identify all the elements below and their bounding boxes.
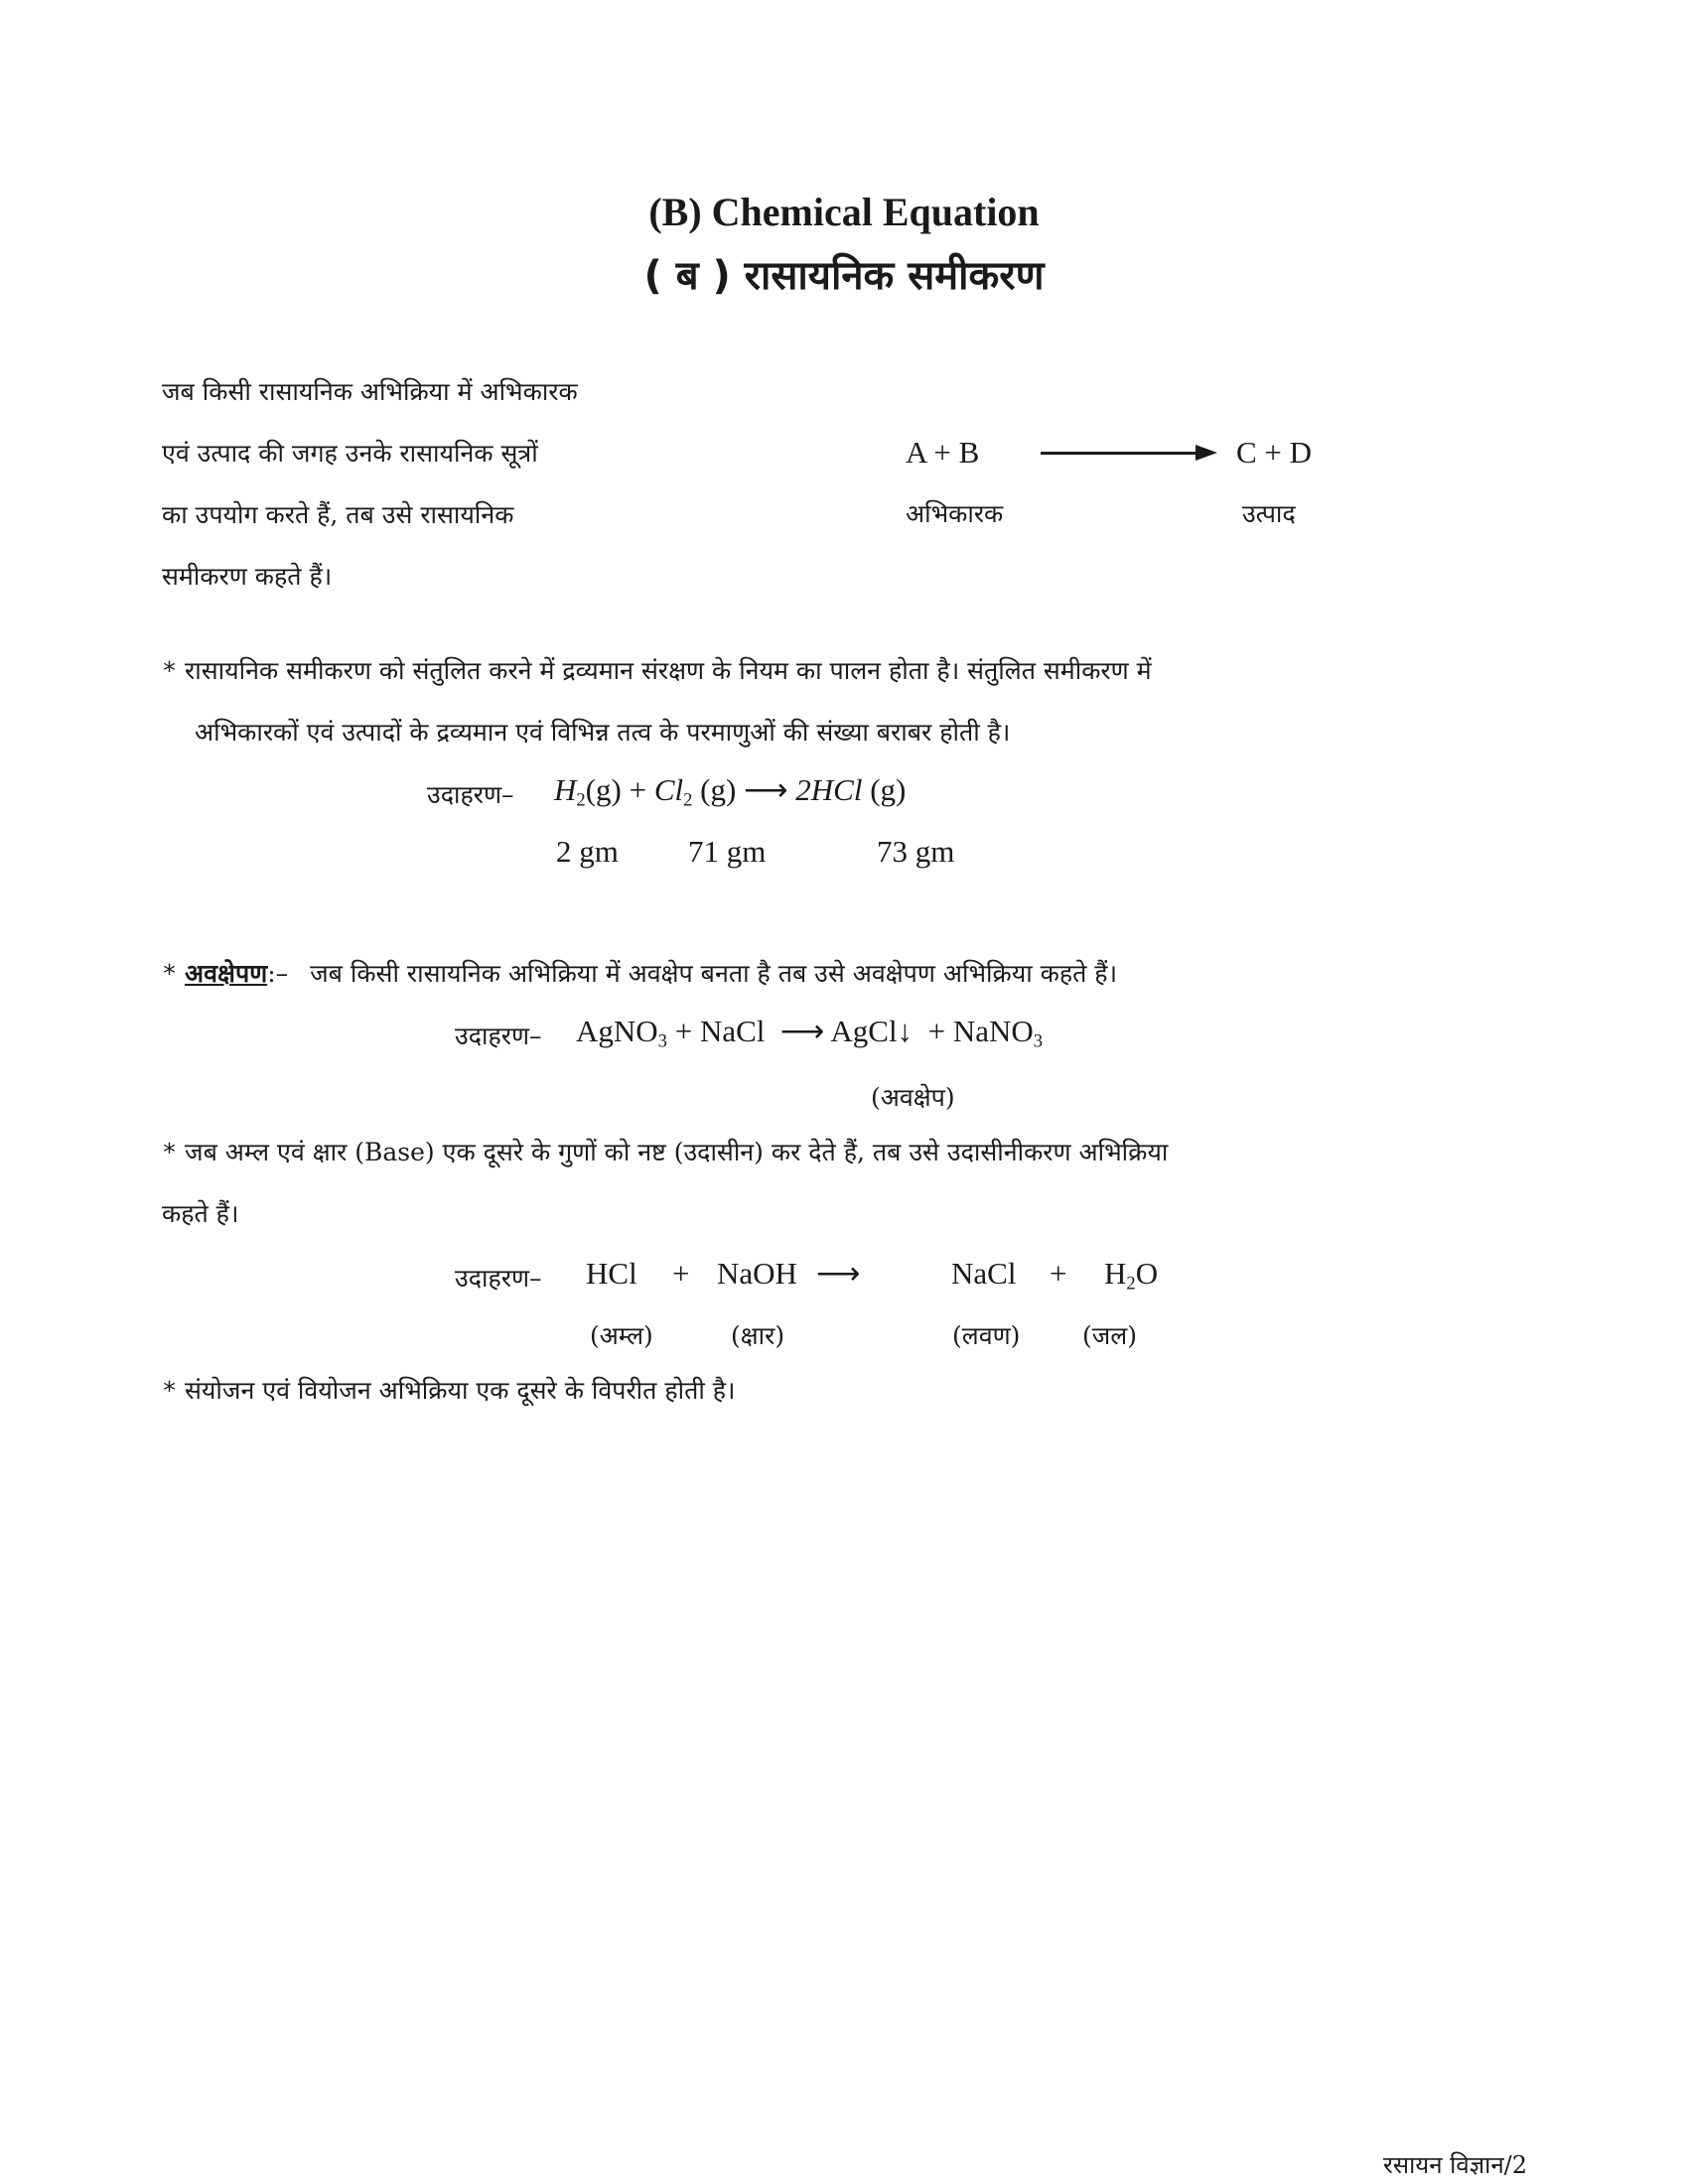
general-reactants: A + B: [906, 435, 980, 470]
definition-line: समीकरण कहते हैं।: [162, 562, 333, 591]
reactants-label: अभिकारक: [906, 499, 1004, 528]
plus-sign: +: [1050, 1256, 1067, 1291]
water-formula: $H_2O$: [1104, 1256, 1159, 1295]
mass-h2: 2 gm: [556, 834, 619, 869]
combination-note: * संयोजन एवं वियोजन अभिक्रिया एक दूसरे के विपरीत होती है।: [162, 1376, 736, 1405]
label-water: (जल): [1082, 1321, 1138, 1350]
definition-line: का उपयोग करते हैं, तब उसे रासायनिक: [162, 500, 514, 529]
bullet-asterisk: *: [162, 959, 178, 988]
precipitation-equation: AgNO$_3$ + NaCl ⟶ AgCl↓ + NaNO$_3$: [576, 1014, 1044, 1052]
balance-note-line-1: * रासायनिक समीकरण को संतुलित करने में द्रव्यमान संरक्षण के नियम का पालन होता है। संतुलित समीकरण में: [162, 656, 1152, 685]
bullet-asterisk: *: [162, 1138, 178, 1166]
reaction-arrow-line: [1041, 452, 1199, 455]
precipitation-definition: * अवक्षेपण:– जब किसी रासायनिक अभिक्रिया में अवक्षेप बनता है तब उसे अवक्षेपण अभिक्रिया कहते हैं।: [162, 959, 1118, 988]
example1-equation: $H_2(g) + Cl_2$ (g) ⟶ 2HCl (g): [554, 772, 907, 811]
page-footer: रसायन विज्ञान/2: [1383, 2151, 1527, 2179]
neutralization-line-2: कहते हैं।: [162, 1199, 239, 1228]
example-label: उदाहरण–: [455, 1264, 542, 1293]
definition-line: एवं उत्पाद की जगह उनके रासायनिक सूत्रों: [162, 439, 538, 468]
general-products: C + D: [1236, 435, 1313, 470]
naoh: NaOH: [717, 1256, 797, 1291]
products-label: उत्पाद: [1242, 499, 1296, 528]
mass-hcl: 73 gm: [877, 834, 955, 869]
arrow-icon: ⟶: [779, 1014, 825, 1048]
balance-note-line-2: अभिकारकों एवं उत्पादों के द्रव्यमान एवं विभिन्न तत्व के परमाणुओं की संख्या बराबर होती है।: [195, 718, 1011, 747]
neutralization-line-1: * जब अम्ल एवं क्षार (Base) एक दूसरे के गुणों को नष्ट (उदासीन) कर देते हैं, तब उसे उदासीनीकरण अभिक्रिया: [162, 1138, 1169, 1166]
label-acid: (अम्ल): [590, 1321, 653, 1350]
example-label: उदाहरण–: [455, 1022, 542, 1050]
page-title-english: (B) Chemical Equation: [648, 190, 1040, 234]
mass-cl2: 71 gm: [688, 834, 767, 869]
nacl: NaCl: [951, 1256, 1017, 1291]
precipitation-heading: अवक्षेपण: [185, 959, 268, 988]
label-base: (क्षार): [731, 1321, 785, 1350]
definition-line: जब किसी रासायनिक अभिक्रिया में अभिकारक: [162, 377, 578, 406]
neutralization-definition: [162, 1122, 1168, 1245]
bullet-asterisk: *: [162, 1376, 178, 1405]
reaction-arrow-head-icon: [1196, 445, 1217, 461]
definition-paragraph: [162, 361, 578, 608]
precipitate-label: (अवक्षेप): [871, 1083, 955, 1112]
label-salt: (लवण): [952, 1321, 1021, 1350]
hcl: HCl: [586, 1256, 637, 1291]
arrow-icon: ⟶: [816, 1256, 861, 1291]
plus-sign: +: [672, 1256, 690, 1291]
balance-note: [162, 640, 1152, 763]
arrow-icon: ⟶: [744, 772, 788, 807]
bullet-asterisk: *: [162, 656, 178, 685]
example-label: उदाहरण–: [427, 780, 514, 809]
page-title-hindi: ( ब ) रासायनिक समीकरण: [643, 253, 1045, 299]
